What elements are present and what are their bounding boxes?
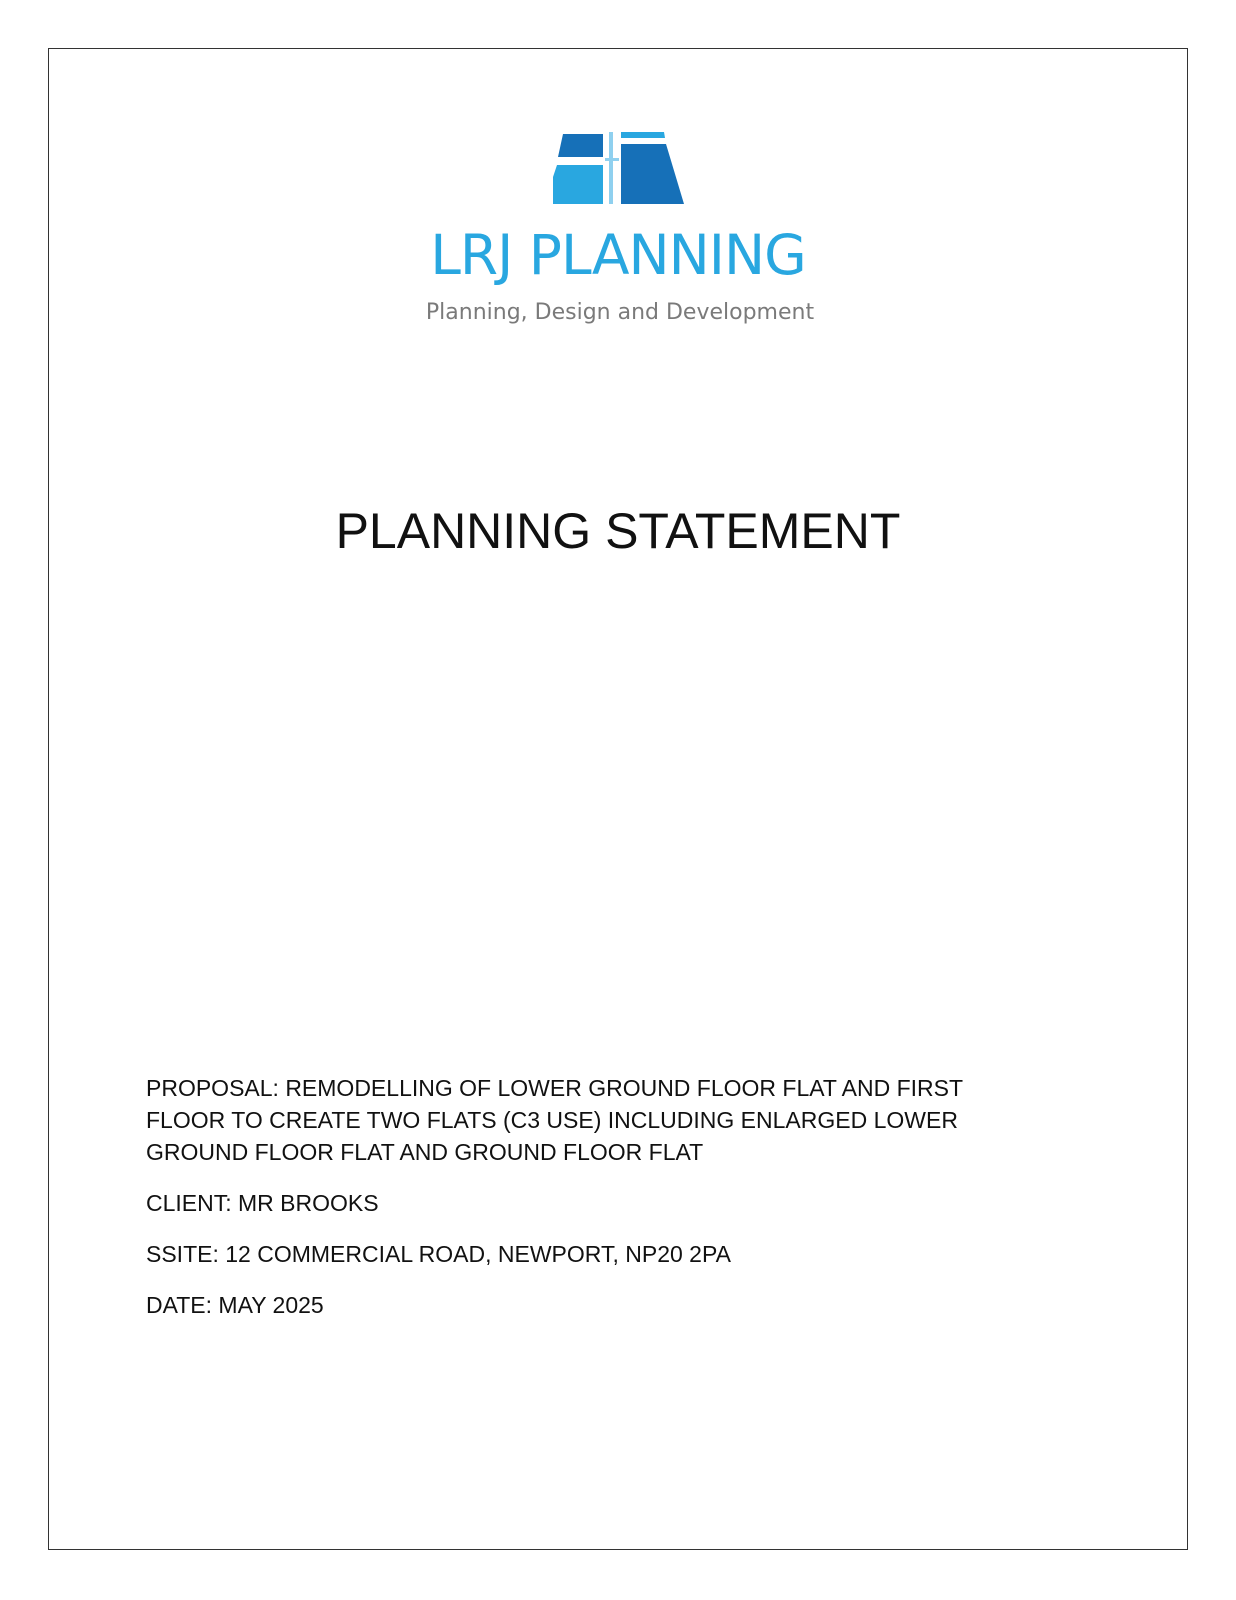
proposal-text: PROPOSAL: REMODELLING OF LOWER GROUND FLOOR FLAT AND FIRST FLOOR TO CREATE TWO FLATS (C3 USE) INCLUDING ENLARGED LOWER GROUND FLOOR FLAT AND GROUND FLOOR FLAT bbox=[146, 1075, 963, 1165]
company-logo bbox=[0, 128, 1236, 338]
logo-name: LRJ PLANNING bbox=[430, 223, 806, 287]
document-title: PLANNING STATEMENT bbox=[335, 503, 901, 559]
document-details bbox=[146, 1072, 1046, 1340]
site-text: SSITE: 12 COMMERCIAL ROAD, NEWPORT, NP20 2PA bbox=[146, 1241, 731, 1267]
logo-tagline: Planning, Design and Development bbox=[425, 300, 815, 325]
date-text: DATE: MAY 2025 bbox=[146, 1292, 324, 1318]
client-text: CLIENT: MR BROOKS bbox=[146, 1190, 379, 1216]
logo-mark-icon bbox=[553, 128, 703, 208]
